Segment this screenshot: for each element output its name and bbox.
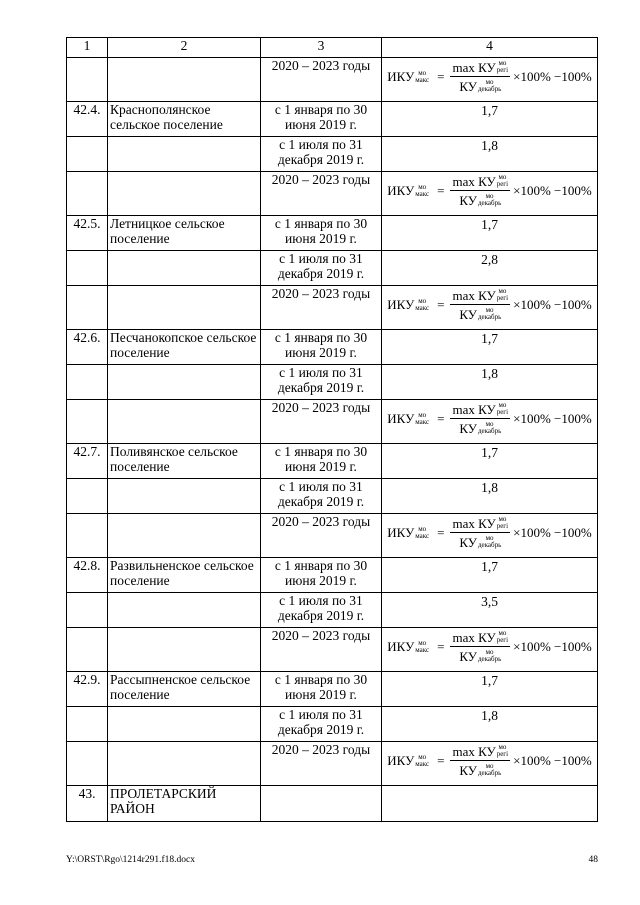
period-cell: с 1 января по 30 июня 2019 г. [261,102,382,137]
formula-numerator [450,174,510,191]
row-name-empty [108,628,261,672]
formula-rest: ×100% −100% [513,69,592,84]
formula-numerator [450,288,510,305]
formula-lhs-symbol: ИКУ [387,753,415,768]
period-cell: 2020 – 2023 годы [261,400,382,444]
formula-num-sup: мо [498,629,507,637]
formula-num-text: max КУ [452,287,496,303]
table-row [67,514,598,558]
formula-den-sub: декабрь [477,313,502,321]
coefficient-formula [384,58,595,93]
formula-den-sup: мо [485,306,494,314]
formula-num-sup: мо [498,515,507,523]
row-name-empty [108,137,261,172]
period-cell: с 1 июля по 31 декабря 2019 г. [261,137,382,172]
formula-lhs [387,640,429,654]
formula-num-sub: регі [496,750,509,758]
formula-num-text: max КУ [452,59,496,75]
formula-rest: ×100% −100% [513,639,592,654]
table-row [67,707,598,742]
coefficient-value-cell [382,102,598,137]
formula-lhs-symbol: ИКУ [387,69,415,84]
row-name-empty [108,172,261,216]
formula-lhs-sub: макс [415,531,430,540]
formula-num-sub: регі [496,294,509,302]
coefficient-value: 1,7 [481,445,498,460]
formula-equals: = [437,525,445,540]
row-number-empty [67,707,108,742]
period-cell: с 1 июля по 31 декабря 2019 г. [261,593,382,628]
formula-rest: ×100% −100% [513,753,592,768]
table-row [67,365,598,400]
formula-fraction [450,402,510,435]
formula-fraction [450,630,510,663]
table-row [67,330,598,365]
formula-cell [382,58,598,102]
period-cell: 2020 – 2023 годы [261,286,382,330]
formula-denominator [457,305,503,321]
header-row [67,38,598,58]
formula-den-sub: декабрь [477,199,502,207]
formula-num-sup: мо [498,287,507,295]
coefficient-value: 2,8 [481,252,498,267]
coefficient-value-cell [382,479,598,514]
formula-den-text: КУ [459,648,477,664]
period-cell-empty [261,786,382,822]
formula-lhs-symbol: ИКУ [387,297,415,312]
row-number: 42.6. [67,330,108,365]
settlement-name: Песчанокопское сельское поселение [108,330,261,365]
period-cell: с 1 января по 30 июня 2019 г. [261,558,382,593]
table-row [67,593,598,628]
row-name-empty [108,593,261,628]
formula-den-sub: декабрь [477,769,502,777]
coefficient-formula [384,514,595,549]
table-row [67,216,598,251]
row-number-empty [67,514,108,558]
formula-den-text: КУ [459,762,477,778]
formula-num-text: max КУ [452,515,496,531]
table-row [67,400,598,444]
formula-den-sup: мо [485,762,494,770]
formula-lhs-symbol: ИКУ [387,183,415,198]
formula-num-sub: регі [496,522,509,530]
formula-lhs [387,184,429,198]
formula-cell [382,400,598,444]
table-row [67,479,598,514]
coefficient-value-cell [382,444,598,479]
row-name-empty [108,742,261,786]
formula-den-sup: мо [485,192,494,200]
settlement-name: Рассыпненское сельское поселение [108,672,261,707]
formula-equals: = [437,183,445,198]
formula-den-sub: декабрь [477,541,502,549]
settlement-name: Развильненское сельское поселение [108,558,261,593]
table-row [67,286,598,330]
table-row-continuation [67,58,598,102]
coefficient-value: 1,8 [481,138,498,153]
coefficient-value-cell [382,365,598,400]
row-number: 43. [67,786,108,822]
row-number-empty [67,479,108,514]
row-name-empty [108,286,261,330]
row-name-empty [108,400,261,444]
period-cell: 2020 – 2023 годы [261,172,382,216]
row-number: 42.4. [67,102,108,137]
row-number-empty [67,251,108,286]
formula-fraction [450,288,510,321]
header-col-4: 4 [382,38,598,58]
row-number-empty [67,593,108,628]
coefficient-value: 1,7 [481,217,498,232]
coefficient-value: 1,7 [481,331,498,346]
row-number-empty [67,628,108,672]
coefficient-value-cell [382,137,598,172]
table-row [67,172,598,216]
formula-numerator [450,744,510,761]
formula-denominator [457,191,503,207]
formula-cell [382,514,598,558]
row-number-empty [67,137,108,172]
coefficient-value-cell [382,330,598,365]
coefficient-value-cell [382,672,598,707]
formula-lhs [387,298,429,312]
formula-numerator [450,402,510,419]
formula-num-text: max КУ [452,743,496,759]
row-number-empty [67,742,108,786]
formula-denominator [457,533,503,549]
table-row [67,102,598,137]
formula-lhs-symbol: ИКУ [387,411,415,426]
footer-page-number: 48 [588,855,598,865]
row-number: 42.7. [67,444,108,479]
table-row [67,742,598,786]
coefficient-value-cell [382,558,598,593]
formula-den-text: КУ [459,192,477,208]
coefficient-value: 1,8 [481,366,498,381]
formula-denominator [457,77,503,93]
formula-lhs-sup: мо [418,182,427,191]
formula-fraction [450,516,510,549]
formula-lhs-sup: мо [418,752,427,761]
header-col-1: 1 [67,38,108,58]
formula-num-sup: мо [498,401,507,409]
formula-lhs-symbol: ИКУ [387,525,415,540]
formula-cell [382,742,598,786]
formula-equals: = [437,297,445,312]
row-number-empty [67,58,108,102]
row-number: 42.9. [67,672,108,707]
formula-lhs-sub: макс [415,303,430,312]
coefficient-value: 1,7 [481,559,498,574]
formula-num-sup: мо [498,743,507,751]
formula-den-sub: декабрь [477,85,502,93]
formula-num-text: max КУ [452,401,496,417]
coefficient-value: 3,5 [481,594,498,609]
period-cell: 2020 – 2023 годы [261,628,382,672]
period-cell: с 1 января по 30 июня 2019 г. [261,444,382,479]
table-row [67,444,598,479]
formula-den-text: КУ [459,306,477,322]
formula-cell [382,172,598,216]
row-number-empty [67,400,108,444]
formula-den-sup: мо [485,648,494,656]
row-number-empty [67,365,108,400]
coefficient-formula [384,172,595,207]
formula-den-sub: декабрь [477,655,502,663]
formula-lhs [387,754,429,768]
formula-fraction [450,744,510,777]
table-row [67,672,598,707]
row-number: 42.8. [67,558,108,593]
coefficient-value-cell [382,216,598,251]
formula-lhs-sup: мо [418,296,427,305]
settlement-name: Поливянское сельское поселение [108,444,261,479]
footer-file-path: Y:\ORST\Rgo\1214r291.f18.docx [66,855,195,865]
formula-lhs-sup: мо [418,638,427,647]
period-cell: с 1 июля по 31 декабря 2019 г. [261,707,382,742]
formula-lhs-sub: макс [415,645,430,654]
table-row [67,558,598,593]
formula-numerator [450,630,510,647]
settlement-name: Летницкое сельское поселение [108,216,261,251]
formula-rest: ×100% −100% [513,297,592,312]
period-cell: с 1 июля по 31 декабря 2019 г. [261,365,382,400]
formula-den-sup: мо [485,420,494,428]
formula-lhs [387,70,429,84]
coefficient-value-cell [382,593,598,628]
table-row-district [67,786,598,822]
formula-lhs-sup: мо [418,68,427,77]
coefficient-value: 1,7 [481,673,498,688]
tariff-table [66,37,598,822]
coefficient-value: 1,7 [481,103,498,118]
period-cell: 2020 – 2023 годы [261,58,382,102]
formula-lhs-sub: макс [415,759,430,768]
row-number-empty [67,286,108,330]
period-cell: с 1 января по 30 июня 2019 г. [261,672,382,707]
formula-lhs-sub: макс [415,417,430,426]
coefficient-value: 1,8 [481,708,498,723]
coefficient-value: 1,8 [481,480,498,495]
formula-lhs-sub: макс [415,189,430,198]
formula-num-text: max КУ [452,173,496,189]
period-cell: с 1 января по 30 июня 2019 г. [261,330,382,365]
formula-rest: ×100% −100% [513,183,592,198]
formula-num-sub: регі [496,408,509,416]
period-cell: с 1 июля по 31 декабря 2019 г. [261,479,382,514]
table-row [67,251,598,286]
coefficient-value-cell [382,707,598,742]
formula-rest: ×100% −100% [513,411,592,426]
period-cell: 2020 – 2023 годы [261,742,382,786]
formula-equals: = [437,639,445,654]
coefficient-formula [384,400,595,435]
formula-num-sub: регі [496,180,509,188]
row-name-empty [108,251,261,286]
formula-equals: = [437,753,445,768]
formula-den-sup: мо [485,78,494,86]
row-number: 42.5. [67,216,108,251]
value-cell-empty [382,786,598,822]
row-name-empty [108,479,261,514]
row-name-empty [108,58,261,102]
formula-lhs-sup: мо [418,524,427,533]
district-name: ПРОЛЕТАРСКИЙ РАЙОН [108,786,261,822]
formula-lhs-sub: макс [415,75,430,84]
period-cell: с 1 июля по 31 декабря 2019 г. [261,251,382,286]
formula-denominator [457,647,503,663]
formula-lhs [387,526,429,540]
formula-den-text: КУ [459,78,477,94]
formula-den-text: КУ [459,420,477,436]
coefficient-value-cell [382,251,598,286]
period-cell: с 1 января по 30 июня 2019 г. [261,216,382,251]
table-row [67,628,598,672]
formula-num-sup: мо [498,59,507,67]
row-number-empty [67,172,108,216]
header-col-3: 3 [261,38,382,58]
table-row [67,137,598,172]
formula-num-sub: регі [496,636,509,644]
formula-fraction [450,60,510,93]
formula-den-text: КУ [459,534,477,550]
formula-cell [382,286,598,330]
coefficient-formula [384,628,595,663]
settlement-name: Краснополянское сельское поселение [108,102,261,137]
formula-num-text: max КУ [452,629,496,645]
header-col-2: 2 [108,38,261,58]
row-name-empty [108,707,261,742]
row-name-empty [108,365,261,400]
formula-lhs [387,412,429,426]
formula-numerator [450,516,510,533]
coefficient-formula [384,286,595,321]
formula-den-sup: мо [485,534,494,542]
formula-den-sub: декабрь [477,427,502,435]
formula-denominator [457,419,503,435]
row-name-empty [108,514,261,558]
formula-fraction [450,174,510,207]
formula-lhs-symbol: ИКУ [387,639,415,654]
formula-rest: ×100% −100% [513,525,592,540]
formula-num-sup: мо [498,173,507,181]
formula-numerator [450,60,510,77]
coefficient-formula [384,742,595,777]
formula-lhs-sup: мо [418,410,427,419]
formula-equals: = [437,411,445,426]
period-cell: 2020 – 2023 годы [261,514,382,558]
formula-num-sub: регі [496,66,509,74]
formula-denominator [457,761,503,777]
formula-equals: = [437,69,445,84]
formula-cell [382,628,598,672]
